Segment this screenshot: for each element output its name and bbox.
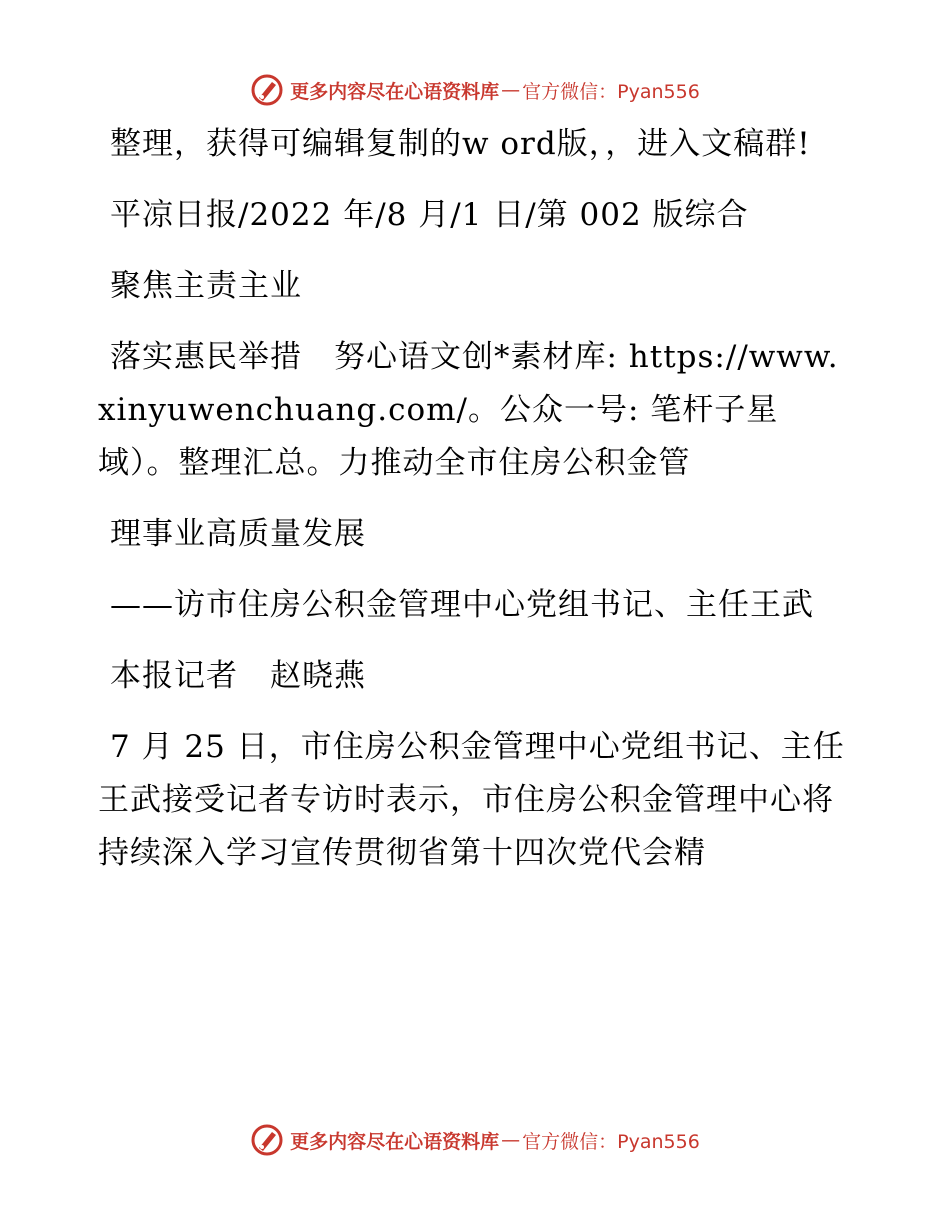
watermark-wechat: 官方微信：Pyan556: [522, 1130, 700, 1153]
watermark-separator: —: [501, 1129, 521, 1151]
paragraph-body: 7 月 25 日，市住房公积金管理中心党组书记、主任王武接受记者专访时表示，市住房公积金管理中心将持续深入学习宣传贯彻省第十四次党代会精: [98, 729, 845, 871]
paragraph-subtitle: ——访市住房公积金管理中心党组书记、主任王武: [110, 587, 814, 623]
watermark-wechat: 官方微信：Pyan556: [522, 80, 700, 103]
paragraph-headline-1: 聚焦主责主业: [110, 268, 302, 304]
paragraph-headline-2: 落实惠民举措 努心语文创*素材库: https://www.xinyuwenchuang.com/。公众一号: 笔杆子星域）。整理汇总。力推动全市住房公积金管: [98, 339, 839, 481]
pen-logo-icon: [250, 73, 284, 107]
footer-watermark: [0, 1120, 950, 1160]
watermark-separator: —: [501, 79, 521, 101]
document-body: [98, 118, 850, 898]
header-watermark: [0, 70, 950, 110]
pen-logo-icon: [250, 1123, 284, 1157]
paragraph-byline: 本报记者 赵晓燕: [110, 658, 366, 694]
paragraph-source: 平凉日报/2022 年/8 月/1 日/第 002 版综合: [110, 197, 749, 233]
paragraph-headline-3: 理事业高质量发展: [110, 516, 366, 552]
paragraph-intro: 整理，获得可编辑复制的w ord版，，进入文稿群!: [110, 126, 811, 162]
watermark-text: 更多内容尽在心语资料库: [290, 80, 500, 103]
watermark-text: 更多内容尽在心语资料库: [290, 1130, 500, 1153]
